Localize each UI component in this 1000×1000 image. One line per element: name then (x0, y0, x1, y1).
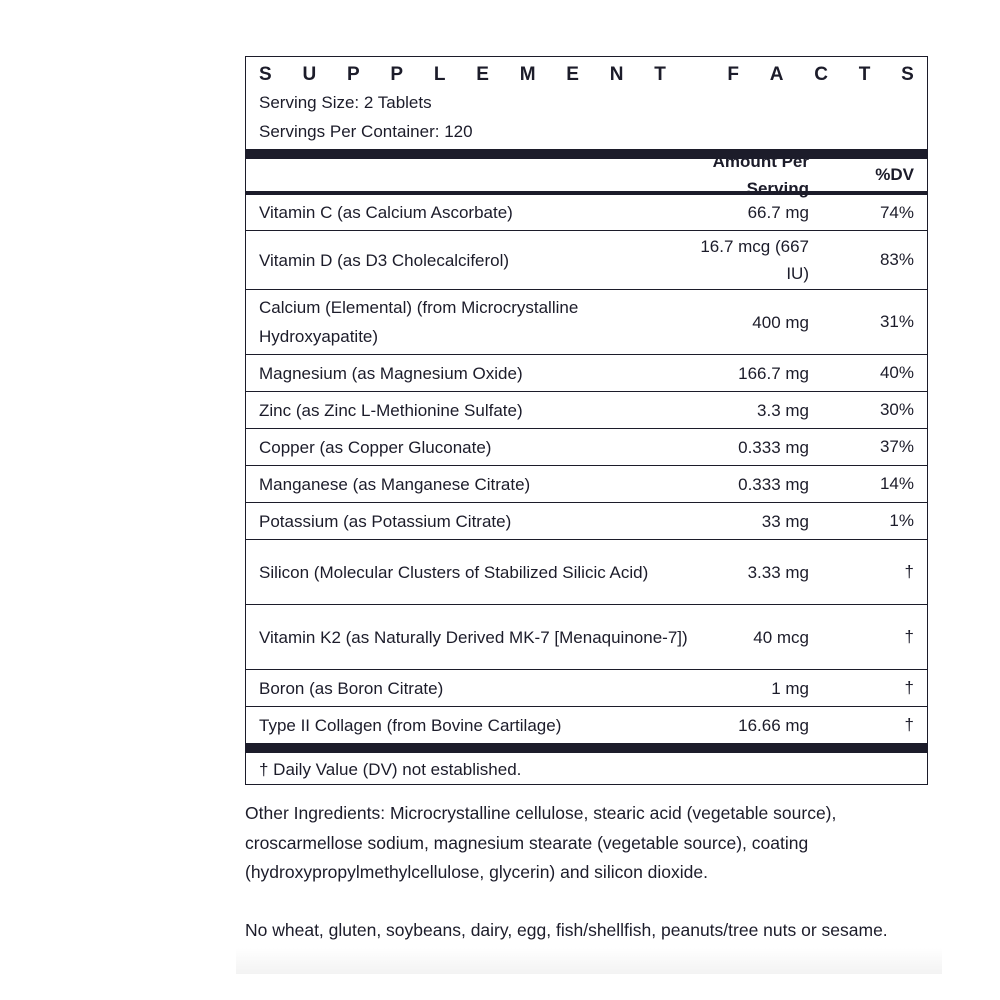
nutrient-amount: 166.7 mg (738, 363, 809, 383)
nutrient-name: Vitamin K2 (as Naturally Derived MK-7 [Menaquinone-7]) (259, 627, 688, 647)
nutrient-dv: † (904, 627, 914, 646)
thick-divider-bottom (246, 743, 927, 753)
nutrient-amount: 40 mcg (753, 627, 809, 647)
nutrient-dv: 83% (879, 250, 914, 269)
nutrient-name: Vitamin D (as D3 Cholecalciferol) (259, 250, 510, 270)
nutrient-dv: 14% (879, 474, 914, 493)
nutrient-amount: 3.33 mg (747, 562, 809, 582)
nutrient-amount: 3.3 mg (757, 400, 809, 420)
title-letter: U (302, 64, 317, 85)
allergen-statement: No wheat, gluten, soybeans, dairy, egg, fish/shellfish, peanuts/tree nuts or sesame. (245, 920, 888, 940)
title-letter: L (433, 64, 446, 85)
table-row (246, 195, 927, 231)
servings-per-container: Servings Per Container: 120 (259, 122, 473, 141)
bottom-fade (236, 948, 942, 974)
nutrient-dv: † (904, 562, 914, 581)
nutrient-amount: 0.333 mg (738, 474, 809, 494)
nutrient-name: Boron (as Boron Citrate) (259, 678, 444, 698)
nutrient-dv: 40% (879, 363, 914, 382)
nutrient-name: Type II Collagen (from Bovine Cartilage) (259, 715, 562, 735)
table-row (246, 466, 927, 503)
nutrient-amount: 16.7 mcg (667 IU) (700, 237, 809, 283)
nutrient-amount: 16.66 mg (738, 715, 809, 735)
nutrient-name: Potassium (as Potassium Citrate) (259, 511, 512, 531)
nutrient-amount: 0.333 mg (738, 437, 809, 457)
title-letter: E (566, 64, 579, 85)
header-dv: %DV (875, 165, 914, 184)
nutrient-name: Copper (as Copper Gluconate) (259, 437, 492, 457)
table-row (246, 290, 927, 355)
nutrient-name: Calcium (Elemental) (from Microcrystalline Hydroxyapatite) (259, 298, 579, 346)
nutrient-name: Zinc (as Zinc L-Methionine Sulfate) (259, 400, 523, 420)
table-row (246, 231, 927, 290)
title-letter: T (858, 64, 871, 85)
nutrient-rows (246, 195, 927, 743)
title-letter: S (901, 64, 914, 85)
table-row (246, 670, 927, 707)
nutrient-dv: † (904, 715, 914, 734)
title-letter: T (654, 64, 666, 85)
title-letter: P (346, 64, 360, 85)
nutrient-name: Manganese (as Manganese Citrate) (259, 474, 531, 494)
serving-size: Serving Size: 2 Tablets (259, 93, 432, 112)
nutrient-dv: † (904, 678, 914, 697)
title-letter: C (814, 64, 828, 85)
nutrient-dv: 1% (889, 511, 914, 530)
nutrient-amount: 66.7 mg (747, 203, 809, 222)
table-row (246, 605, 927, 670)
header-amount: Amount Per Serving (712, 152, 809, 198)
nutrient-amount: 33 mg (761, 511, 809, 531)
table-row (246, 540, 927, 605)
thick-divider (246, 149, 927, 159)
table-row (246, 355, 927, 392)
title-letter: S (259, 64, 272, 85)
table-row (246, 707, 927, 743)
other-ingredients: Other Ingredients: Microcrystalline cellulose, stearic acid (vegetable source), croscarmellose sodium, magnesium stearate (vegetable source), coating (hydroxypropylmethylcellulose, glycerin) and silicon dioxide. (245, 803, 837, 882)
nutrient-amount: 400 mg (752, 312, 809, 332)
nutrient-dv: 74% (879, 202, 914, 222)
table-row (246, 392, 927, 429)
nutrient-name: Magnesium (as Magnesium Oxide) (259, 363, 523, 383)
nutrient-dv: 31% (879, 312, 914, 331)
table-row (246, 503, 927, 540)
title-letter: N (609, 64, 624, 85)
table-row (246, 429, 927, 466)
title-letter: M (519, 64, 536, 85)
nutrient-dv: 30% (879, 400, 914, 419)
nutrient-amount: 1 mg (771, 678, 809, 698)
footnote: † Daily Value (DV) not established. (259, 760, 522, 779)
title-letter: E (476, 64, 489, 85)
nutrient-name: Silicon (Molecular Clusters of Stabilized Silicic Acid) (259, 562, 649, 582)
nutrient-name: Vitamin C (as Calcium Ascorbate) (259, 203, 513, 222)
title-letter: A (769, 64, 784, 85)
supplement-facts-panel (245, 56, 928, 785)
nutrient-dv: 37% (879, 437, 914, 456)
panel-title (246, 57, 927, 88)
title-letter: F (727, 64, 739, 85)
table-header (246, 152, 927, 198)
title-letter: P (390, 64, 404, 85)
